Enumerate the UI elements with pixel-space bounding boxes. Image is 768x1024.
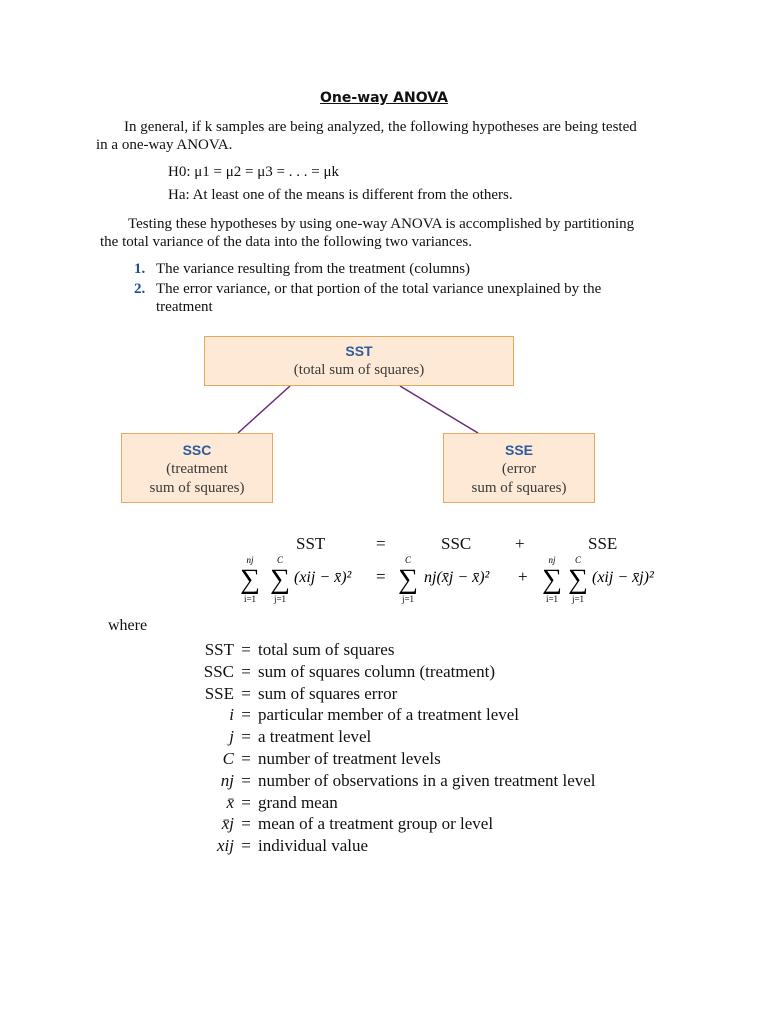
definition-text: a treatment level: [258, 727, 372, 747]
definition-text: number of treatment levels: [258, 748, 441, 768]
sigma-icon: ∑: [398, 564, 418, 595]
sigma-icon: ∑: [270, 564, 290, 595]
alternative-hypothesis: Ha: At least one of the means is different from the others.: [168, 187, 513, 203]
sst-box-title: SST: [345, 343, 373, 359]
sse-box-title: SSE: [504, 442, 533, 458]
ssc-box: [121, 433, 273, 503]
definition-text: sum of squares error: [258, 683, 398, 703]
definition-text: sum of squares column (treatment): [258, 661, 495, 681]
where-label: where: [108, 617, 148, 634]
formula-equals: =: [376, 567, 386, 586]
sse-box-desc-2: sum of squares): [471, 480, 567, 496]
sse-box: [443, 433, 595, 503]
term-total: (xij − x̄)²: [294, 569, 352, 586]
ssc-box-desc-1: (treatment: [166, 461, 228, 477]
definition-symbol: x̄j: [221, 814, 234, 834]
partition-line-2: the total variance of the data into the following two variances.: [100, 234, 472, 250]
sum-upper: C: [404, 555, 412, 565]
sse-box-desc-1: (error: [501, 461, 537, 477]
eq-ssc: SSC: [441, 534, 472, 553]
formula-plus: +: [518, 567, 528, 586]
definition-text: mean of a treatment group or level: [258, 814, 494, 834]
sum-lower: j=1: [273, 594, 287, 604]
eq-equals: =: [376, 534, 386, 553]
definition-symbol: SSC: [203, 661, 234, 681]
sigma-icon: ∑: [542, 564, 562, 595]
definition-row: SSC = sum of squares column (treatment): [160, 661, 596, 683]
sst-box-desc: (total sum of squares): [293, 362, 425, 378]
page-title: One-way ANOVA: [320, 90, 448, 106]
anova-formula: [236, 552, 676, 606]
sum-upper: nj: [246, 555, 254, 565]
definition-symbol: j: [229, 727, 234, 747]
eq-plus: +: [515, 534, 525, 553]
sum-upper: C: [276, 555, 284, 565]
definition-text: total sum of squares: [258, 640, 395, 659]
term-treatment: nj(x̄j − x̄)²: [424, 569, 490, 586]
definition-row: xij = individual value: [160, 835, 596, 857]
eq-sst: SST: [296, 534, 326, 553]
definition-row: x̄j = mean of a treatment group or level: [160, 813, 596, 835]
definition-text: particular member of a treatment level: [258, 705, 520, 725]
sum-upper: C: [574, 555, 582, 565]
definition-text: individual value: [258, 836, 369, 856]
definition-text: number of observations in a given treatment level: [258, 770, 596, 790]
list-number: 2.: [134, 281, 146, 297]
connector-line-left: [238, 386, 290, 433]
definition-text: grand mean: [258, 792, 338, 812]
definition-row: SST = total sum of squares: [160, 639, 596, 661]
sum-lower: j=1: [401, 594, 415, 604]
definition-row: nj = number of observations in a given treatment level: [160, 770, 596, 792]
connector-line-right: [400, 386, 478, 433]
list-number: 1.: [134, 261, 146, 277]
list-text: The variance resulting from the treatment (columns): [156, 261, 471, 277]
intro-line-1: In general, if k samples are being analyzed, the following hypotheses are being tested: [124, 119, 637, 135]
ssc-box-desc-2: sum of squares): [149, 480, 245, 496]
definition-symbol: C: [222, 748, 234, 768]
sigma-icon: ∑: [568, 564, 588, 595]
sum-lower: j=1: [571, 594, 585, 604]
definition-symbol: SST: [204, 640, 234, 659]
definition-symbol: x̄: [226, 792, 234, 812]
sum-lower: i=1: [545, 594, 559, 604]
definition-row: SSE = sum of squares error: [160, 683, 596, 705]
definition-row: C = number of treatment levels: [160, 748, 596, 770]
definition-symbol: SSE: [204, 683, 234, 703]
list-text: The error variance, or that portion of the total variance unexplained by the treatment: [156, 281, 602, 315]
definition-symbol: xij: [217, 836, 234, 856]
null-hypothesis: H0: μ1 = μ2 = μ3 = . . . = μk: [168, 164, 340, 180]
definition-row: i = particular member of a treatment level: [160, 704, 596, 726]
definition-symbol: i: [229, 705, 234, 725]
definition-symbol: nj: [220, 770, 234, 790]
eq-sse: SSE: [588, 534, 618, 553]
sst-box: [204, 336, 514, 386]
definition-row: x̄ = grand mean: [160, 792, 596, 814]
term-error: (xij − x̄j)²: [592, 569, 654, 586]
ssc-box-title: SSC: [182, 442, 212, 458]
definition-row: j = a treatment level: [160, 726, 596, 748]
sigma-icon: ∑: [240, 564, 260, 595]
sum-upper: nj: [548, 555, 556, 565]
definitions-list: [160, 639, 596, 857]
sum-lower: i=1: [243, 594, 257, 604]
partition-line-1: Testing these hypotheses by using one-way ANOVA is accomplished by partitioning: [128, 216, 635, 232]
intro-line-2: in a one-way ANOVA.: [96, 137, 233, 153]
